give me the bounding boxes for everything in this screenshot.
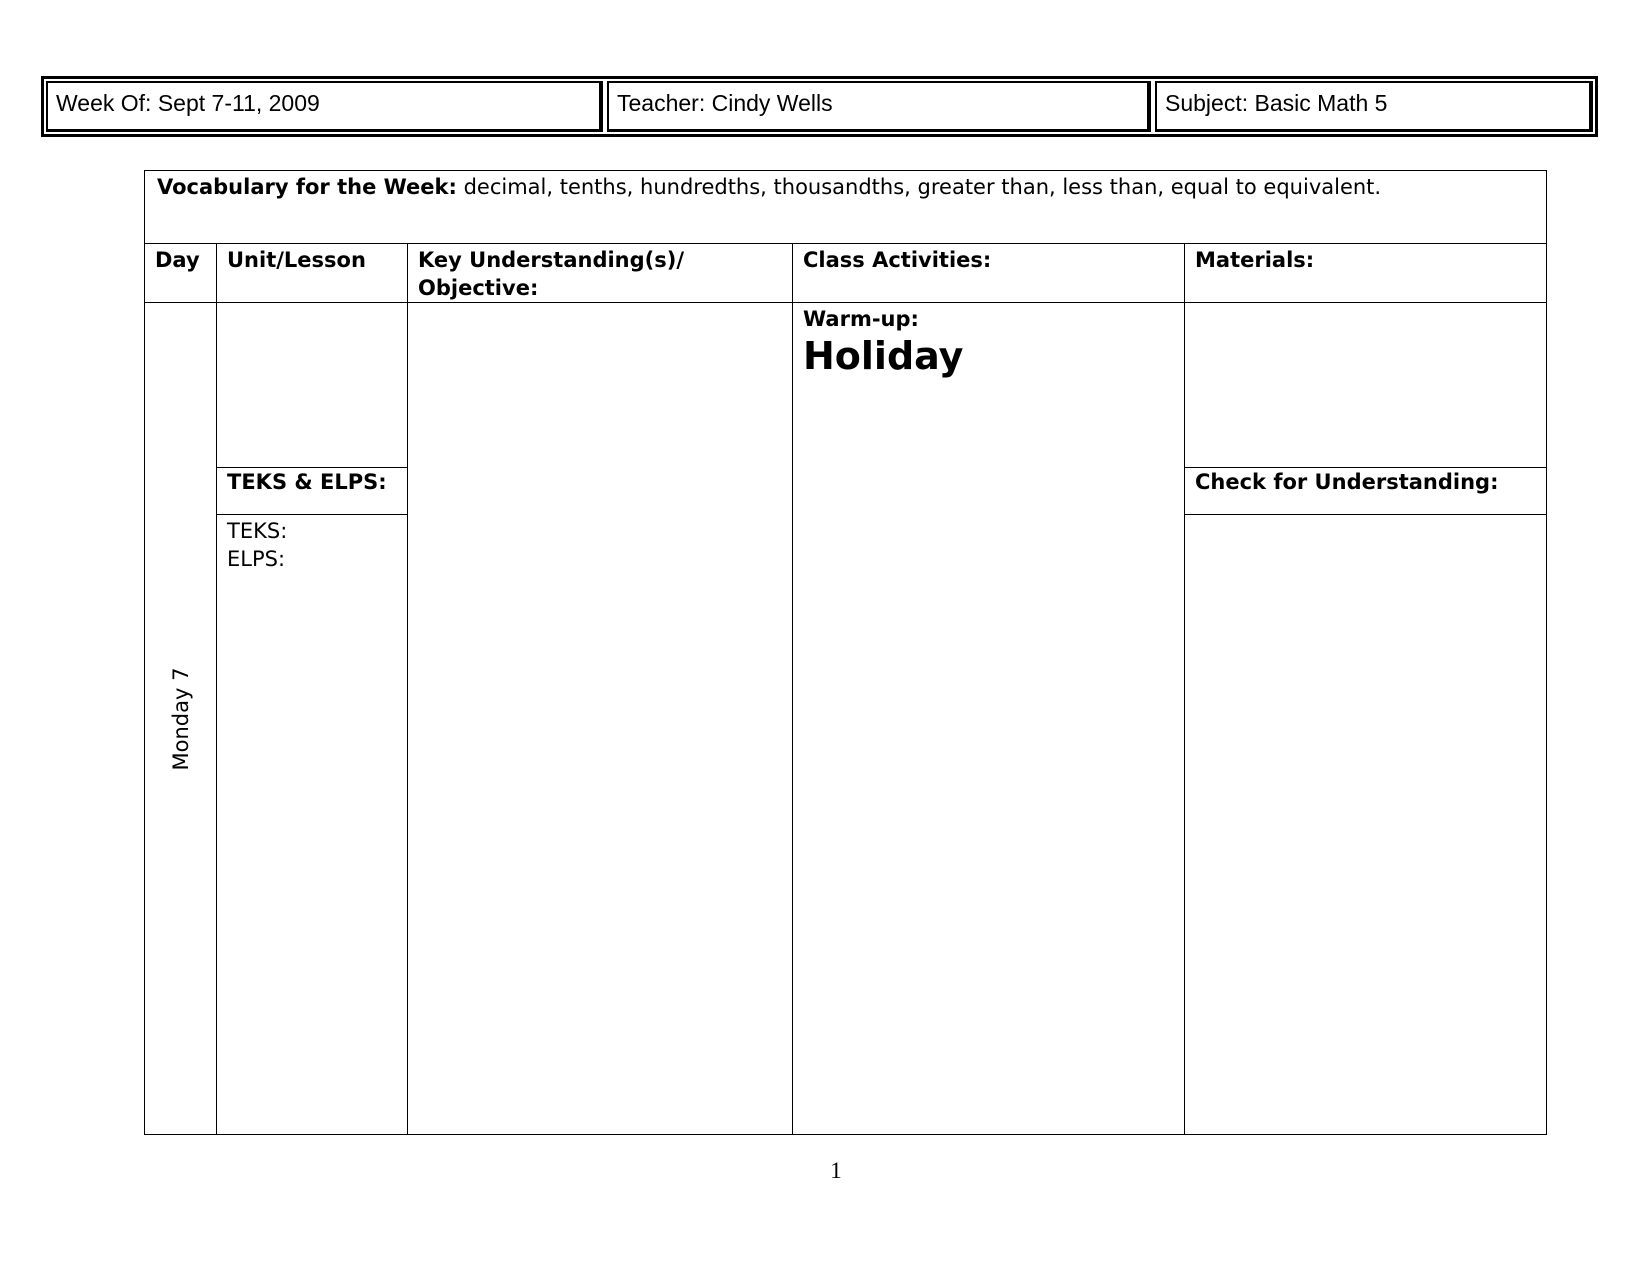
elps-label: ELPS: [227, 547, 286, 571]
lesson-plan-table [144, 170, 1547, 1135]
vocabulary-label: Vocabulary for the Week: [157, 175, 457, 199]
unit-lesson-cell [217, 303, 408, 468]
lesson-plan-header [41, 76, 1598, 137]
subject-field: Subject: Basic Math 5 [1155, 81, 1593, 132]
vocabulary-text: decimal, tenths, hundredths, thousandths, greater than, less than, equal to equivalent. [456, 175, 1382, 199]
teks-elps-heading-label: TEKS & ELPS: [227, 470, 387, 494]
check-understanding-heading [1185, 468, 1547, 515]
materials-cell [1185, 303, 1547, 468]
teks-label: TEKS: [227, 519, 288, 543]
column-header-key-understanding [408, 244, 793, 303]
warmup-label: Warm-up: [803, 307, 919, 331]
page-number: 1 [830, 1158, 842, 1183]
activity-holiday: Holiday [803, 334, 964, 378]
day-label: Monday 7 [168, 667, 193, 770]
materials-header-label: Materials: [1195, 248, 1315, 272]
vocabulary-cell [145, 171, 1547, 244]
key-understanding-cell [408, 303, 793, 1135]
day-header-label: Day [155, 248, 200, 272]
teacher-field: Teacher: Cindy Wells [607, 81, 1151, 132]
class-activities-header-label: Class Activities: [803, 248, 992, 272]
class-activities-cell [793, 303, 1185, 1135]
key-understanding-header-line1: Key Understanding(s)/ [418, 248, 685, 272]
teks-elps-cell [217, 515, 408, 1135]
column-header-day [145, 244, 217, 303]
unit-lesson-header-label: Unit/Lesson [227, 248, 366, 272]
check-understanding-cell [1185, 515, 1547, 1135]
teks-elps-heading [217, 468, 408, 515]
key-understanding-header-line2: Objective: [418, 276, 539, 300]
day-cell [145, 303, 217, 1135]
check-understanding-heading-label: Check for Understanding: [1195, 470, 1499, 494]
column-header-unit-lesson [217, 244, 408, 303]
column-header-materials [1185, 244, 1547, 303]
column-header-class-activities [793, 244, 1185, 303]
week-of-field: Week Of: Sept 7-11, 2009 [46, 81, 603, 132]
